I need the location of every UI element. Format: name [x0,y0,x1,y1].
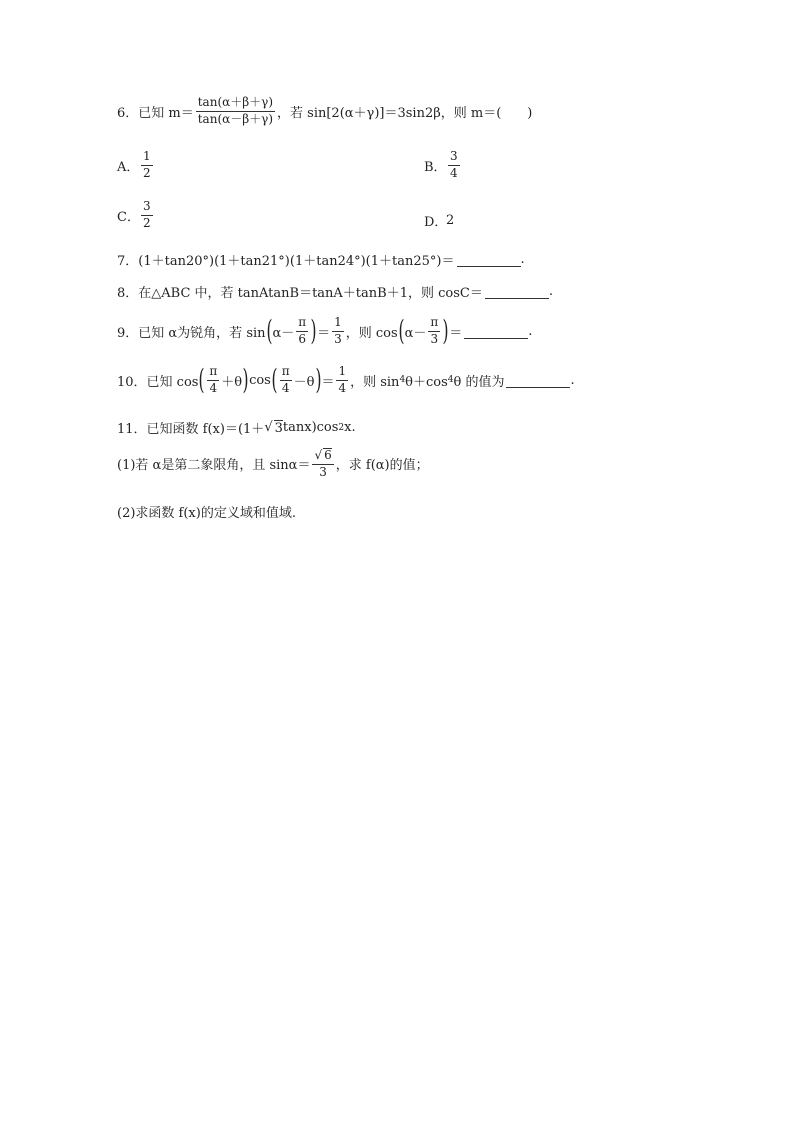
q6-fraction-denominator: tan(α－β＋γ) [197,111,274,126]
q11-2-text: (2)求函数 f(x)的定义域和值域. [117,506,296,521]
q11-sqrt-sign: √ [264,420,273,435]
option-a-denominator: 2 [143,165,151,180]
option-c-fraction [141,200,153,231]
q6-fraction [196,96,275,127]
q11-1-sqrt-sign: √ [314,448,323,462]
option-c [117,200,155,231]
q7-answer-blank [457,252,521,267]
q10-pi-denominator-1: 4 [209,380,218,395]
q8-answer-blank [485,284,549,299]
q11-1-sqrt-argument: 6 [324,448,332,462]
q9-equals-1: ＝ [317,325,331,341]
q10-minus-theta: －θ [293,374,315,390]
option-d-value: 2 [446,213,455,228]
q9-mid: ，则 cos [345,325,398,341]
q11-mid: tanx)cos [282,420,339,435]
q11-1-numerator [312,448,333,465]
option-d [424,211,454,230]
q10-mid: ，则 sin [350,374,400,390]
q8-text: 8．在△ABC 中，若 tanAtanB＝tanA＋tanB＋1，则 cosC＝ [117,286,483,301]
q10-right-paren-1: ) [242,363,249,397]
q9-prefix: 9．已知 α为锐角，若 sin [117,325,266,341]
q10-plus-theta: ＋θ [221,374,243,390]
q9-pi-denominator-1: 6 [298,331,307,346]
q10-answer-blank [506,373,570,388]
q9-right-paren-2: ) [442,314,449,348]
q10-pi-over-4-1 [207,365,219,396]
option-b [424,150,462,181]
q9-pi-denominator-2: 3 [430,331,439,346]
q10-period: . [570,372,575,388]
q9-equals-2: ＝ [449,325,463,341]
q10-right-paren-2: ) [314,363,321,397]
q9-right-paren-1: ) [310,314,317,348]
q11-1-fraction [312,448,333,480]
q9-one-third [332,316,344,347]
q9-period: . [528,323,533,339]
q9-pi-numerator-1: π [296,316,308,332]
q10-pi-denominator-2: 4 [281,380,290,395]
q6-suffix: ，若 sin[2(α＋γ)]＝3sin2β，则 m＝( ) [277,105,533,121]
question-10: 10．已知 cos ( $\frac{\pi}{4}$ ＋θ ) cos ( $\frac{\pi}{4}$ －θ ) ＝ $\frac{1}{4}$ ，则 sin 4 θ＋cos 4 θ 的值为 . [117,363,575,397]
q7-text: 7．(1＋tan20°)(1＋tan21°)(1＋tan24°)(1＋tan25°)＝ [117,254,455,269]
question-8 [117,282,553,301]
q9-left-paren-2: ( [398,314,405,348]
question-6 [117,96,532,127]
q10-tail: θ 的值为 [453,374,505,390]
q11-1-denominator: 3 [319,464,327,479]
option-b-label: B． [424,159,447,175]
q9-inner-1: α－ [272,325,295,341]
q9-pi-numerator-2: π [428,316,440,332]
q7-period: . [520,252,525,267]
q9-result-numerator: 1 [332,316,344,332]
q9-pi-over-3 [428,316,440,347]
option-c-numerator: 3 [141,200,153,216]
q10-left-paren-2: ( [271,363,278,397]
option-a-numerator: 1 [141,150,153,166]
option-c-label: C． [117,209,140,225]
q10-result-denominator: 4 [338,380,347,395]
q11-1-prefix: (1)若 α是第二象限角，且 sinα＝ [117,458,311,474]
q10-left-paren-1: ( [198,363,205,397]
q10-theta-plus-cos: θ＋cos [405,374,448,390]
option-b-fraction [448,150,460,181]
option-a-fraction [141,150,153,181]
q10-cos: cos [249,372,271,388]
question-9 [117,316,532,347]
q8-period: . [548,284,553,299]
question-11-part-1 [117,448,429,480]
q10-pi-numerator-1: π [207,365,219,381]
question-7 [117,250,525,269]
option-b-denominator: 4 [450,165,458,180]
q11-1-suffix: ，求 f(α)的值； [335,458,429,474]
q10-one-fourth [336,365,348,396]
q10-equals: ＝ [321,374,335,390]
q6-fraction-numerator: tan(α＋β＋γ) [196,96,275,112]
q10-result-numerator: 1 [336,365,348,381]
option-c-denominator: 2 [143,215,151,230]
q11-prefix: 11．已知函数 f(x)＝(1＋ [117,422,265,437]
q9-answer-blank [464,324,528,339]
q9-left-paren-1: ( [265,314,273,348]
q9-pi-over-6 [296,316,308,347]
option-a-label: A． [117,159,140,175]
question-11: 11．已知函数 f(x)＝(1＋ √ 3 tanx)cos 2 x. [117,420,356,437]
q9-result-denominator: 3 [334,331,342,346]
q10-prefix: 10．已知 cos [117,374,199,390]
q11-sqrt-argument: 3 [274,420,283,436]
q11-end: x. [344,420,356,435]
question-11-part-2 [117,502,296,521]
q10-pi-numerator-2: π [280,365,292,381]
option-b-numerator: 3 [448,150,460,166]
q6-prefix: 6．已知 m＝ [117,105,194,121]
q10-pi-over-4-2 [280,365,292,396]
q9-inner-2: α－ [404,325,427,341]
option-d-label: D． [424,215,448,230]
option-a [117,150,155,181]
